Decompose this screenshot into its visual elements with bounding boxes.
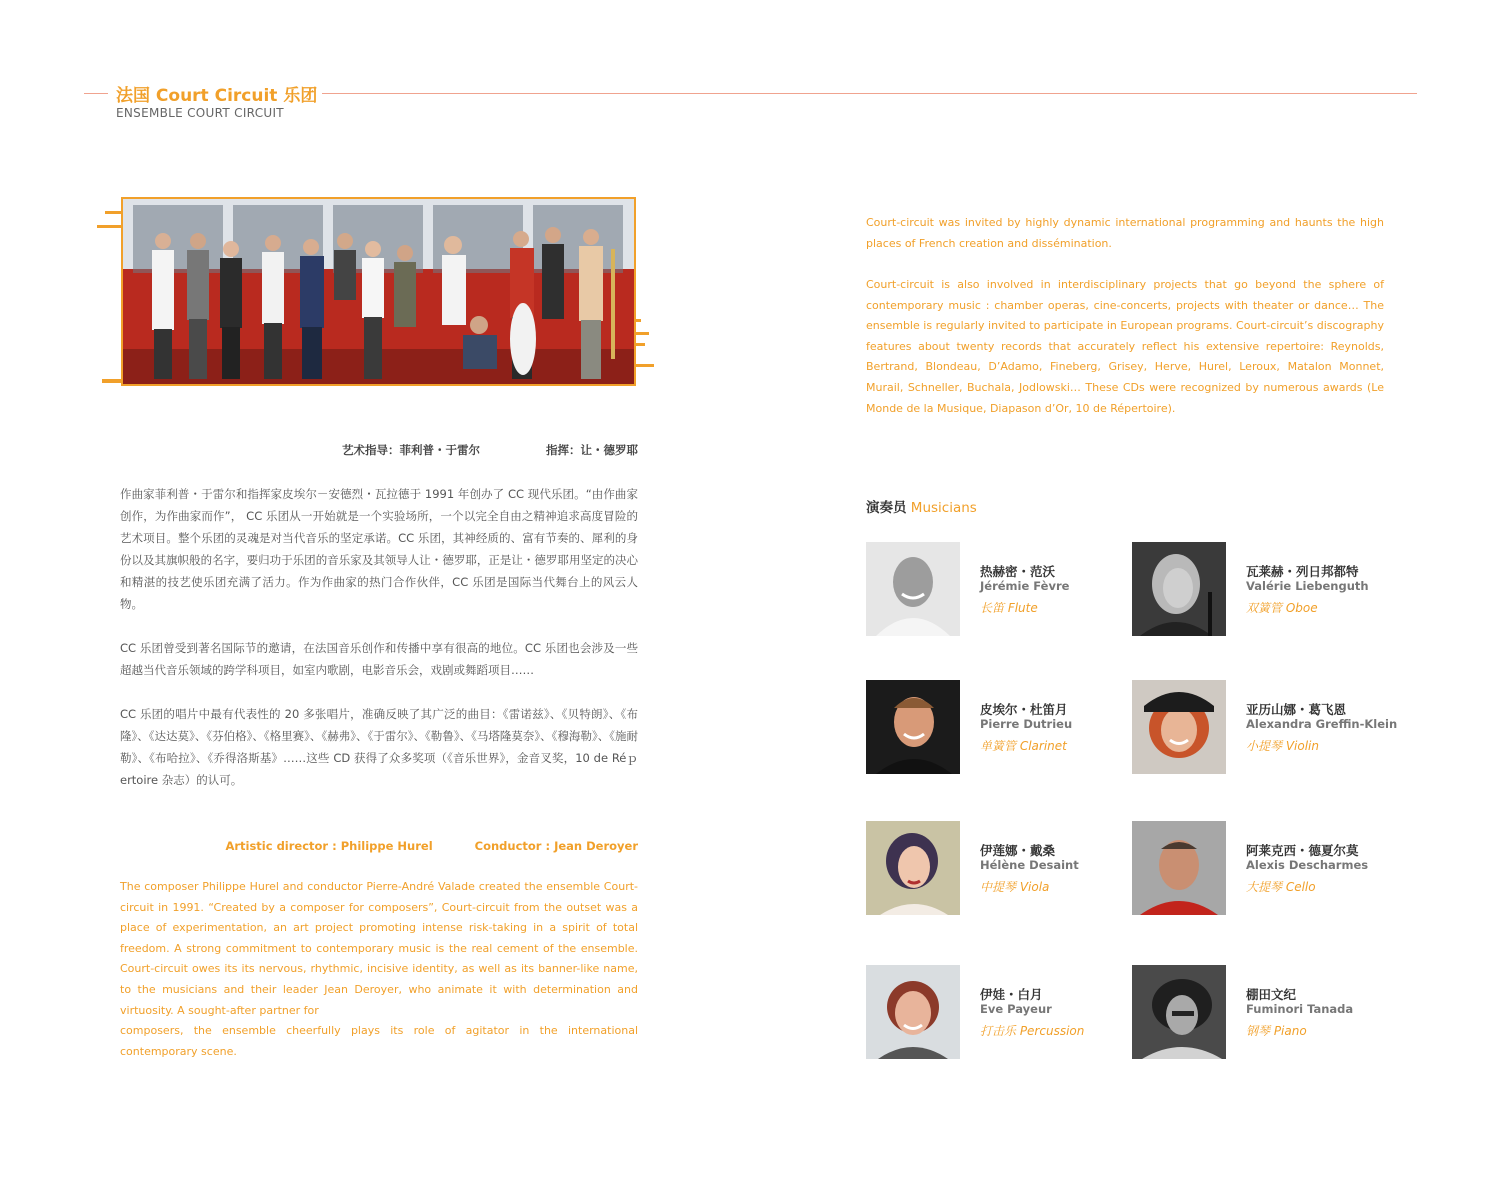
conductor-cn: 指挥：让・德罗耶 <box>546 443 638 457</box>
musician-name-en: Alexandra Greffin-Klein <box>1246 717 1398 731</box>
musician-card <box>866 680 1126 774</box>
musician-portrait <box>866 680 960 774</box>
musician-instrument: 钢琴 Piano <box>1246 1024 1307 1038</box>
intro-cn-paragraph: 作曲家菲利普・于雷尔和指挥家皮埃尔－安德烈・瓦拉德于 1991 年创办了 CC 现代乐团。“由作曲家创作，为作曲家而作”， CC 乐团从一开始就是一个实验场所，一个以完全自由之精神追求高度冒险的艺术项目。整个乐团的灵魂是对当代音乐的坚定承诺。CC 乐团，其神经质的、富有节奏的、犀利的身份以及其旗帜般的名字，要归功于乐团的音乐家及其领导人让・德罗耶，正是让・德罗耶用坚定的决心和精湛的技艺使乐团充满了活力。作为作曲家的热门合作伙伴，CC 乐团是国际当代舞台上的风云人物。 <box>120 487 638 611</box>
intro-cn-paragraph: CC 乐团的唱片中最有代表性的 20 多张唱片，准确反映了其广泛的曲目：《雷诺兹》、《贝特朗》、《布隆》、《达达莫》、《芬伯格》、《格里赛》、《赫弗》、《于雷尔》、《勒鲁》、《马塔隆莫奈》、《穆海勒》、《施耐勒》、《布哈拉》、《乔得洛斯基》……这些 CD 获得了众多奖项（《音乐世界》，金音叉奖，10 de Réｐertoire 杂志）的认可。 <box>120 707 638 787</box>
musician-portrait <box>866 965 960 1059</box>
musician-card <box>1132 965 1392 1059</box>
musician-portrait <box>1132 542 1226 636</box>
musician-name-en: Eve Payeur <box>980 1002 1052 1016</box>
musician-portrait <box>1132 821 1226 915</box>
musicians-heading-cn: 演奏员 <box>866 500 907 516</box>
page-subtitle: ENSEMBLE COURT CIRCUIT <box>116 106 284 120</box>
musician-instrument: 中提琴 Viola <box>980 880 1050 894</box>
musician-name-cn: 阿莱克西・德夏尔莫 <box>1246 843 1359 858</box>
musician-name-en: Pierre Dutrieu <box>980 717 1073 731</box>
musician-name-en: Hélène Desaint <box>980 858 1079 872</box>
musician-name-cn: 瓦莱赫・列日邦都特 <box>1246 564 1359 579</box>
musician-name-cn: 亚历山娜・葛飞恩 <box>1246 702 1347 717</box>
ensemble-group-photo <box>121 197 636 386</box>
musician-portrait <box>866 542 960 636</box>
musician-name-en: Jérémie Fèvre <box>980 579 1070 593</box>
intro-cn-paragraph: CC 乐团曾受到著名国际节的邀请，在法国音乐创作和传播中享有很高的地位。CC 乐团也会涉及一些超越当代音乐领域的跨学科项目，如室内歌剧，电影音乐会，戏剧或舞蹈项目…… <box>120 641 638 677</box>
musician-portrait <box>1132 680 1226 774</box>
musician-name-en: Alexis Descharmes <box>1246 858 1369 872</box>
credits-en <box>120 839 638 853</box>
right-paragraph: Court-circuit was invited by highly dynamic international programming and haunts the high places of French creation and dissémination. <box>866 216 1384 250</box>
musician-card <box>1132 542 1392 636</box>
musician-card <box>866 542 1126 636</box>
musician-instrument: 双簧管 Oboe <box>1246 601 1318 615</box>
musician-instrument: 小提琴 Violin <box>1246 739 1319 753</box>
musician-portrait <box>866 821 960 915</box>
musicians-heading <box>866 496 977 516</box>
intro-en-paragraph: The composer Philippe Hurel and conductor Pierre-André Valade created the ensemble Court-circuit in 1991. “Created by a composer for composers”, Court-circuit from the outset was a place of experimentation, an art project promoting intense risk-taking in a spirit of total freedom. A strong commitment to contemporary music is the real cement of the ensemble. Court-circuit owes its its nervous, rhythmic, incisive identity, as well as its banner-like name, to the musicians and their leader Jean Deroyer, who animate it with determination and virtuosity. A sought-after partner for <box>120 880 638 1017</box>
musician-name-en: Valérie Liebenguth <box>1246 579 1369 593</box>
musician-name-cn: 棚田文纪 <box>1246 987 1297 1002</box>
artistic-director-en: Artistic director : Philippe Hurel <box>225 839 433 853</box>
musician-card <box>1132 821 1392 915</box>
musician-card <box>866 821 1126 915</box>
musician-card <box>1132 680 1398 774</box>
musician-instrument: 长笛 Flute <box>980 601 1038 615</box>
musician-name-cn: 热赫密・范沃 <box>980 564 1056 579</box>
musicians-heading-en: Musicians <box>910 500 977 516</box>
musician-instrument: 打击乐 Percussion <box>980 1024 1085 1038</box>
musician-name-cn: 伊莲娜・戴桑 <box>980 843 1056 858</box>
musician-instrument: 大提琴 Cello <box>1246 880 1316 894</box>
page-title: 法国 Court Circuit 乐团 <box>116 86 318 106</box>
musician-card <box>866 965 1126 1059</box>
conductor-en: Conductor : Jean Deroyer <box>474 839 638 853</box>
musician-instrument: 单簧管 Clarinet <box>980 739 1067 753</box>
ensemble-photo-image <box>123 199 634 384</box>
header-rule-left <box>84 93 108 94</box>
artistic-director-cn: 艺术指导：菲利普・于雷尔 <box>342 443 480 457</box>
musician-portrait <box>1132 965 1226 1059</box>
right-paragraph: Court-circuit is also involved in interdisciplinary projects that go beyond the sphere of contemporary music : chamber operas, cine-concerts, projects with theater or dance… The ensemble is regularly invited to participate in European programs. Court-circuit’s discography features about twenty records that accurately reflect his extensive repertoire: Reynolds, Bertrand, Blondeau, D’Adamo, Fineberg, Grisey, Herve, Hurel, Leroux, Matalon Monnet, Murail, Schneller, Buchala, Jodlowski… These CDs were recognized by numerous awards (Le Monde de la Musique, Diapason d’Or, 10 de Répertoire). <box>866 278 1384 415</box>
musician-name-en: Fuminori Tanada <box>1246 1002 1354 1016</box>
header-rule-right <box>322 93 1417 94</box>
musician-name-cn: 伊娃・白月 <box>980 987 1043 1002</box>
musician-name-cn: 皮埃尔・杜笛月 <box>980 702 1068 717</box>
credits-cn <box>120 442 638 458</box>
intro-en-paragraph: composers, the ensemble cheerfully plays its role of agitator in the international contemporary scene. <box>120 1024 638 1058</box>
